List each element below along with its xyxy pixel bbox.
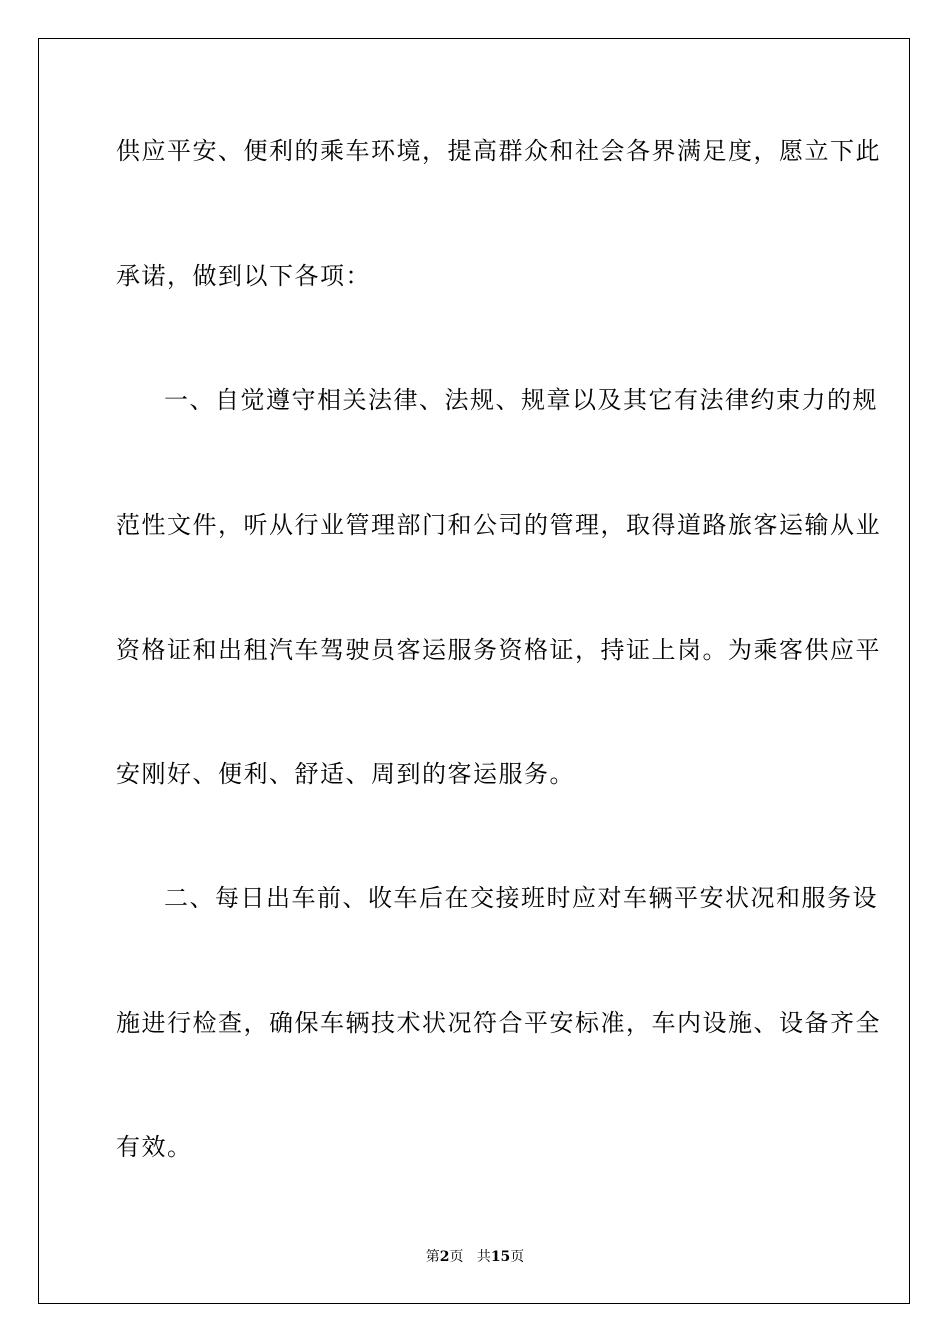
body-text-line: 资格证和出租汽车驾驶员客运服务资格证，持证上岗。为乘客供应平 [116, 636, 881, 664]
body-text-line: 范性文件，听从行业管理部门和公司的管理，取得道路旅客运输从业 [116, 511, 881, 539]
body-text-line: 安刚好、便利、舒适、周到的客运服务。 [116, 760, 575, 788]
body-text-line: 有效。 [116, 1133, 193, 1161]
body-text-line: 供应平安、便利的乘车环境，提高群众和社会各界满足度，愿立下此 [116, 137, 881, 165]
body-text-line: 二、每日出车前、收车后在交接班时应对车辆平安状况和服务设 [164, 884, 878, 912]
page-footer [0, 1248, 950, 1266]
page-suffix: 页 [449, 1249, 464, 1265]
page-border [38, 38, 910, 1304]
body-text-line: 一、自觉遵守相关法律、法规、规章以及其它有法律约束力的规 [164, 386, 878, 414]
page-number: 2 [439, 1249, 450, 1265]
body-text-line: 承诺，做到以下各项： [116, 262, 371, 290]
body-text-line: 施进行检查，确保车辆技术状况符合平安标准，车内设施、设备齐全 [116, 1009, 881, 1037]
total-prefix: 共 [476, 1249, 491, 1265]
page-prefix: 第 [425, 1249, 440, 1265]
total-pages: 15 [490, 1249, 511, 1265]
total-suffix: 页 [510, 1249, 525, 1265]
